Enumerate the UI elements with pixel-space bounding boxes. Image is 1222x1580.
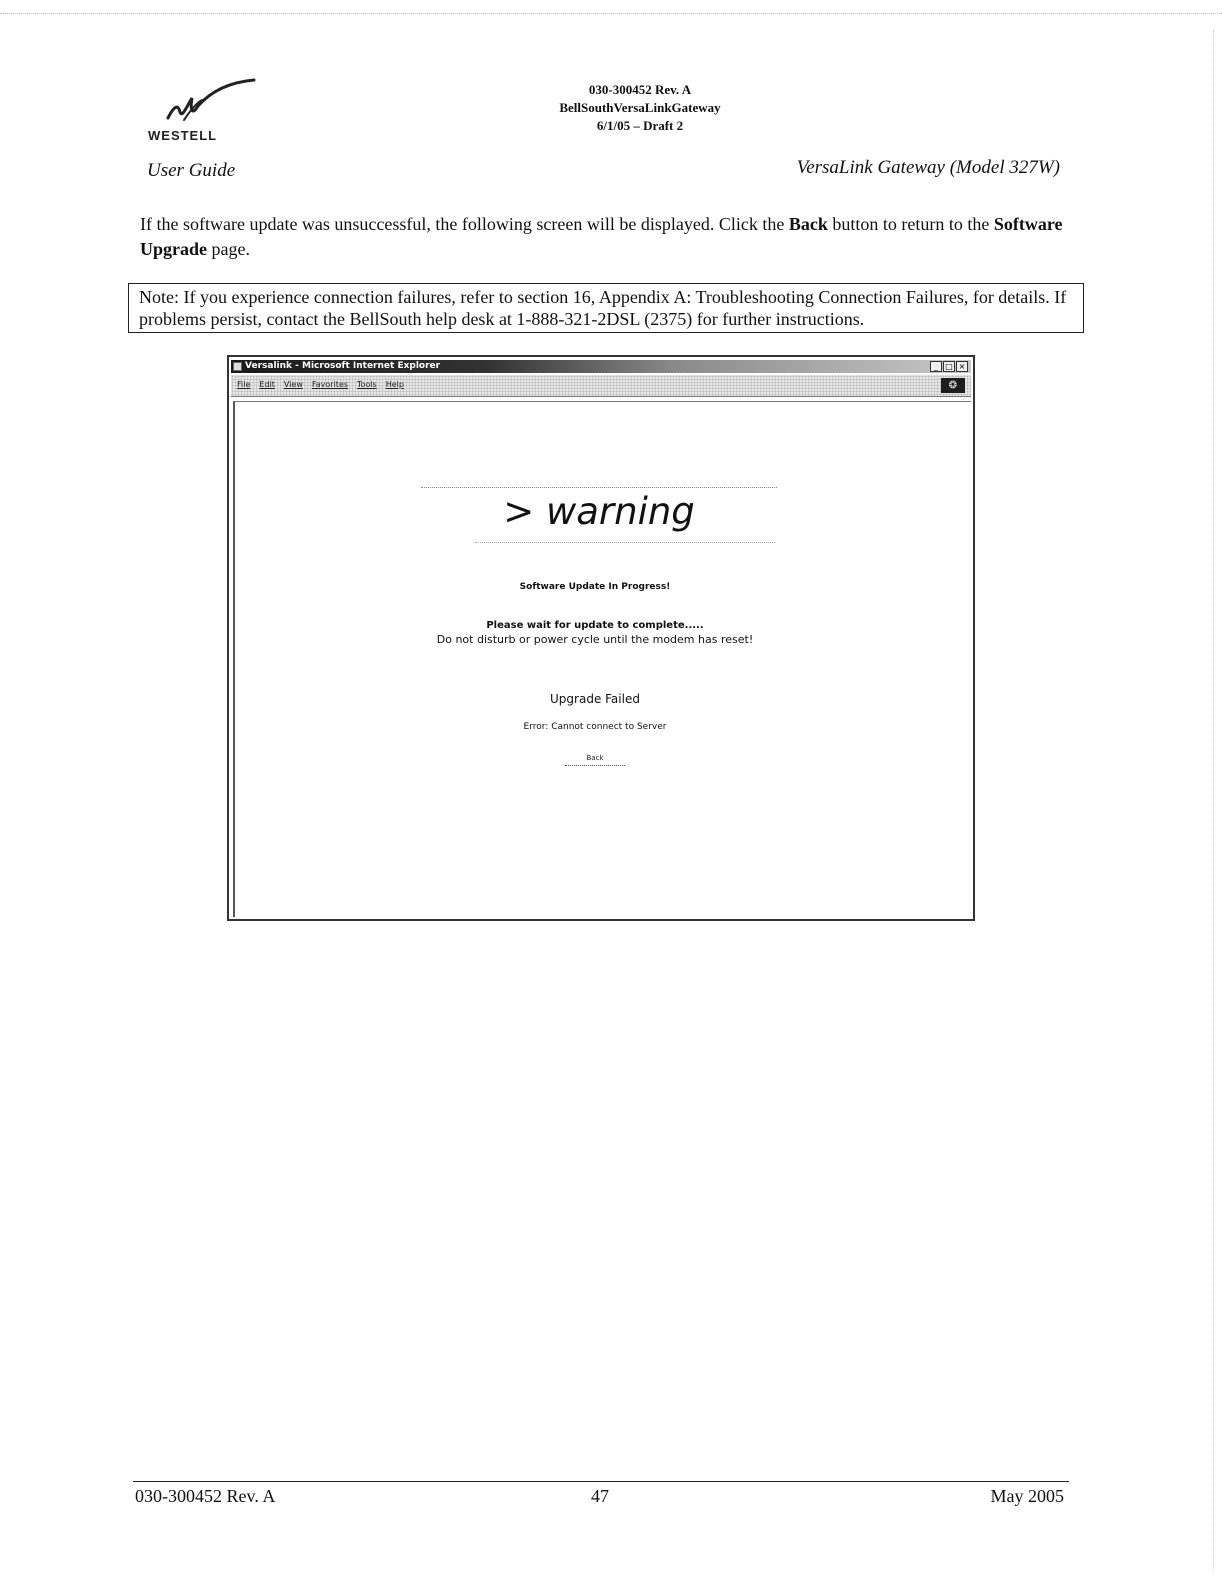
warning-heading: > warning bbox=[503, 490, 695, 533]
page-number: 47 bbox=[591, 1486, 609, 1506]
intro-bold-back: Back bbox=[788, 214, 828, 234]
ie-page-icon bbox=[233, 362, 242, 371]
footer-doc-number: 030-300452 Rev. A bbox=[135, 1486, 276, 1506]
intro-bold-software-upgrade: Software Upgrade bbox=[140, 214, 1063, 259]
close-button[interactable]: × bbox=[956, 361, 968, 372]
ie-logo-icon: ❂ bbox=[941, 378, 965, 393]
menu-tools[interactable]: Tools bbox=[357, 380, 377, 389]
browser-content bbox=[233, 401, 971, 917]
user-guide-label: User Guide bbox=[147, 160, 236, 181]
maximize-button[interactable]: □ bbox=[943, 361, 955, 372]
right-edge-rule bbox=[1213, 30, 1214, 1570]
westell-logo bbox=[148, 78, 258, 148]
update-status: Software Update In Progress! bbox=[519, 582, 671, 592]
error-message: Error: Cannot connect to Server bbox=[523, 722, 667, 732]
browser-window bbox=[227, 355, 975, 921]
minimize-button[interactable]: _ bbox=[930, 361, 942, 372]
menu-help[interactable]: Help bbox=[385, 380, 404, 389]
wait-message: Please wait for update to complete..... bbox=[486, 620, 704, 631]
product-name: BellSouthVersaLinkGateway bbox=[559, 100, 721, 115]
heading-rule-bottom bbox=[475, 542, 775, 543]
model-label: VersaLink Gateway (Model 327W) bbox=[796, 157, 1060, 178]
intro-paragraph bbox=[140, 212, 1070, 262]
menu-favorites[interactable]: Favorites bbox=[311, 380, 349, 389]
westell-swoosh-icon bbox=[162, 78, 262, 128]
footer-date: May 2005 bbox=[990, 1486, 1064, 1506]
back-button[interactable]: Back bbox=[565, 750, 625, 766]
heading-rule-top bbox=[421, 487, 777, 488]
draft-date: 6/1/05 – Draft 2 bbox=[596, 118, 684, 133]
window-title: Versalink - Microsoft Internet Explorer bbox=[245, 361, 441, 371]
disturb-warning: Do not disturb or power cycle until the modem has reset! bbox=[436, 633, 754, 646]
menu-view[interactable]: View bbox=[283, 380, 303, 389]
document-header bbox=[480, 81, 800, 135]
top-dotted-rule bbox=[0, 13, 1222, 14]
upgrade-result: Upgrade Failed bbox=[550, 692, 640, 706]
footer-rule bbox=[133, 1481, 1069, 1482]
window-controls bbox=[930, 361, 968, 372]
menu-edit[interactable]: Edit bbox=[259, 380, 275, 389]
intro-text-1: If the software update was unsuccessful, the following screen will be displayed. Click the bbox=[140, 214, 789, 234]
doc-number: 030-300452 Rev. A bbox=[588, 82, 692, 97]
menu-items bbox=[237, 380, 404, 389]
menu-file[interactable]: File bbox=[237, 380, 251, 389]
note-box: Note: If you experience connection failures, refer to section 16, Appendix A: Troubleshooting Connection Failures, for details. If problems persist, contact the BellSouth help desk at 1-888-321-2DSL (2375) for further instructions. bbox=[128, 283, 1084, 333]
intro-text-2: button to return to the bbox=[827, 214, 994, 234]
title-bar bbox=[231, 360, 971, 373]
logo-text: WESTELL bbox=[148, 128, 218, 143]
menu-bar bbox=[231, 375, 971, 397]
intro-text-3: page. bbox=[207, 239, 250, 259]
